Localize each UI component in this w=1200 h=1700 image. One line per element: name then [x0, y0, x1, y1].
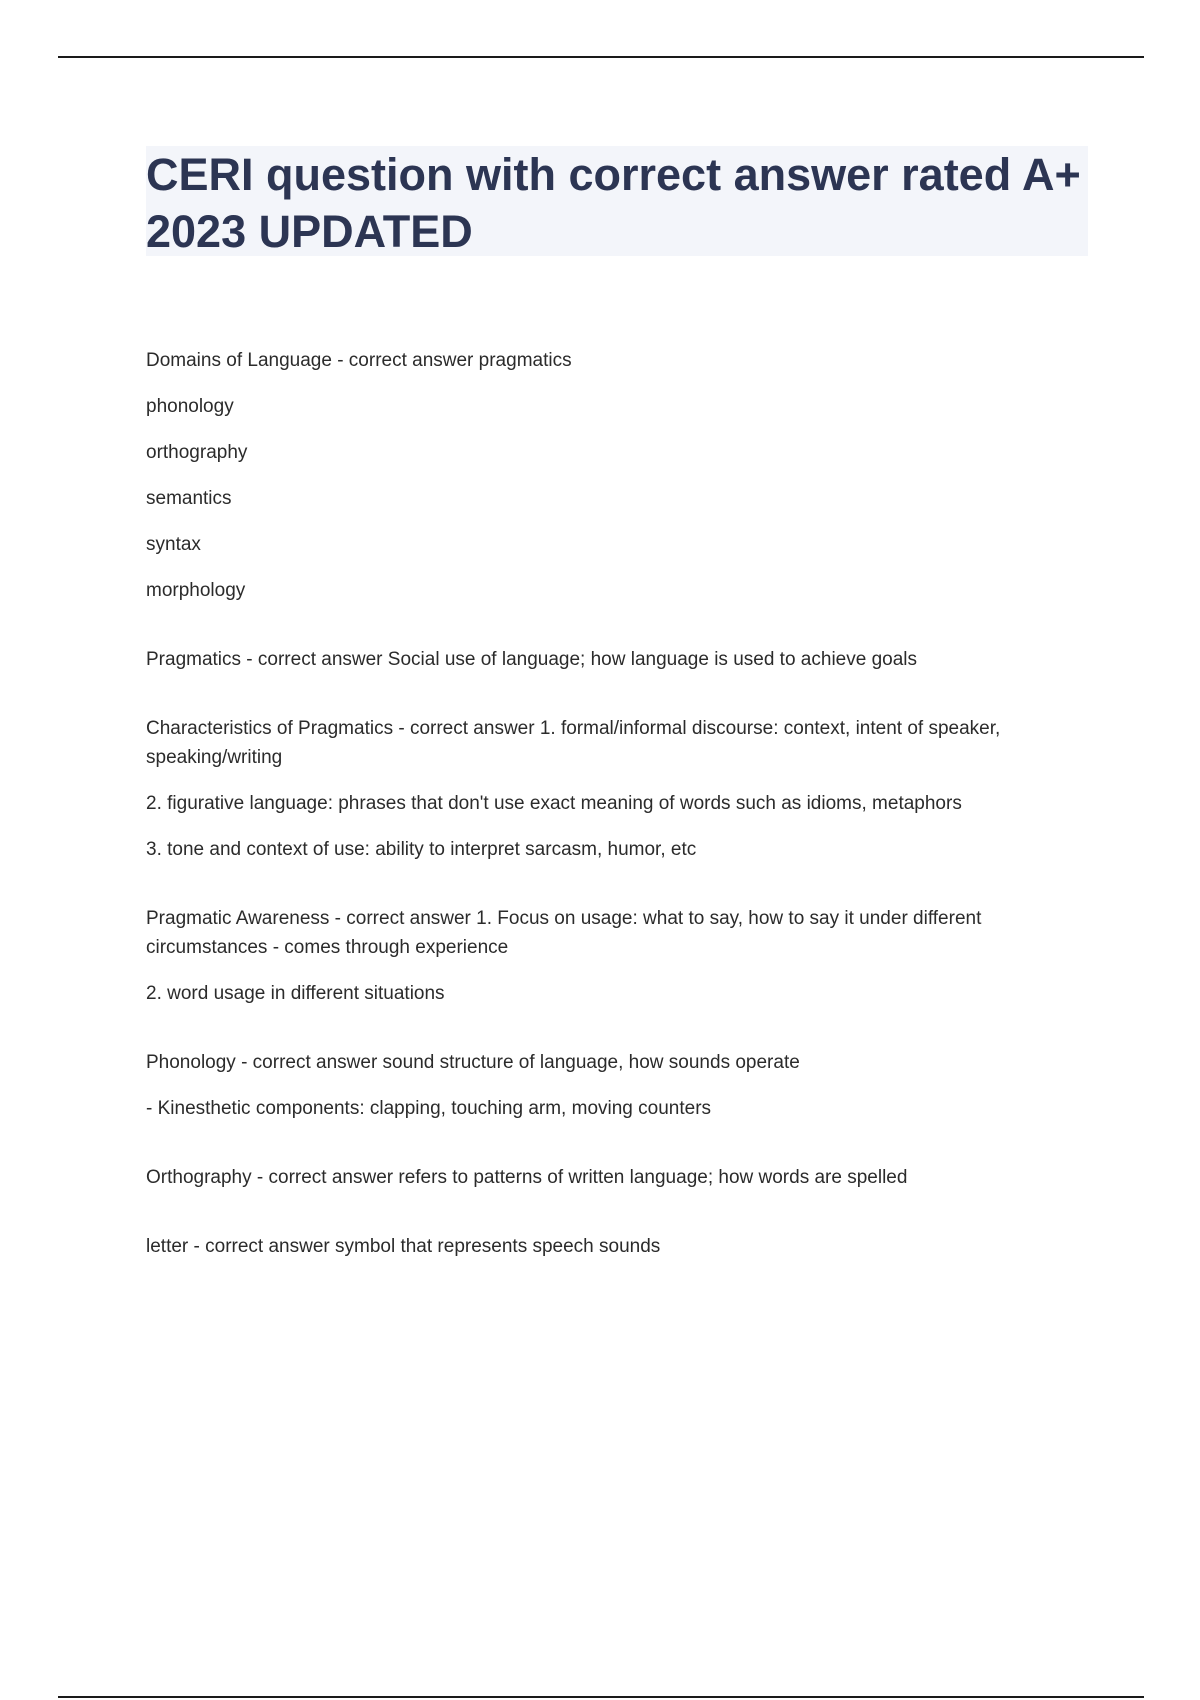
qa-entry	[146, 645, 1096, 674]
qa-line: 2. figurative language: phrases that don't use exact meaning of words such as idioms, metaphors	[146, 793, 962, 814]
qa-line: - Kinesthetic components: clapping, touching arm, moving counters	[146, 1098, 712, 1119]
qa-line: syntax	[146, 534, 201, 555]
qa-entry	[146, 1048, 1096, 1123]
qa-line: phonology	[146, 396, 234, 417]
qa-entry	[146, 714, 1096, 864]
qa-entry	[146, 1232, 1096, 1261]
page-title: CERI question with correct answer rated A+ 2023 UPDATED	[146, 149, 1081, 257]
qa-entry	[146, 904, 1096, 1008]
qa-line: Pragmatic Awareness - correct answer 1. Focus on usage: what to say, how to say it under different circumstances - comes through experience	[146, 908, 982, 958]
qa-line: Orthography - correct answer refers to patterns of written language; how words are spelled	[146, 1167, 908, 1188]
qa-content	[146, 346, 1096, 1301]
qa-line: morphology	[146, 580, 246, 601]
top-rule	[58, 56, 1144, 58]
qa-entry	[146, 1163, 1096, 1192]
qa-line: letter - correct answer symbol that represents speech sounds	[146, 1236, 661, 1257]
qa-line: 2. word usage in different situations	[146, 983, 445, 1004]
qa-line: Phonology - correct answer sound structure of language, how sounds operate	[146, 1052, 800, 1073]
qa-line: Pragmatics - correct answer Social use of language; how language is used to achieve goals	[146, 649, 917, 670]
qa-line: Characteristics of Pragmatics - correct answer 1. formal/informal discourse: context, intent of speaker, speaking/writing	[146, 718, 1001, 768]
qa-line: orthography	[146, 442, 248, 463]
qa-entry	[146, 346, 1096, 605]
qa-line: semantics	[146, 488, 232, 509]
qa-line: 3. tone and context of use: ability to interpret sarcasm, humor, etc	[146, 839, 697, 860]
qa-line: Domains of Language - correct answer pragmatics	[146, 350, 572, 371]
bottom-rule	[58, 1696, 1144, 1698]
title-banner	[146, 146, 1088, 256]
